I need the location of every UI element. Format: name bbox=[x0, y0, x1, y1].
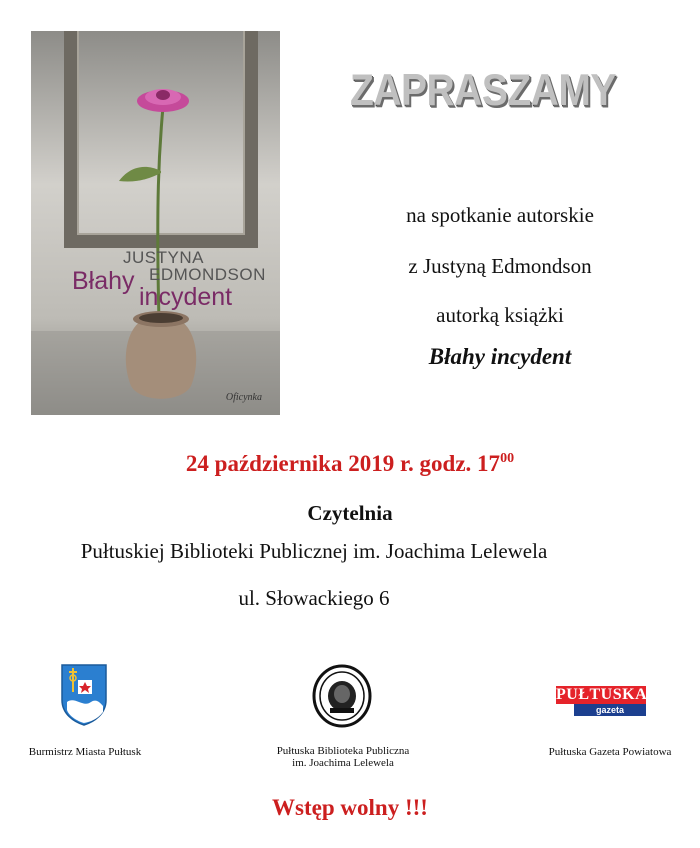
gazette-logo bbox=[556, 686, 648, 727]
cover-author-last-name: EDMONDSON bbox=[149, 265, 266, 284]
cover-title-word2: incydent bbox=[139, 283, 233, 311]
cover-publisher: Oficynka bbox=[225, 392, 262, 403]
venue-room: Czytelnia bbox=[307, 501, 393, 525]
event-date-text: 24 października 2019 r. godz. 17 bbox=[185, 451, 501, 476]
sponsor-library-caption-line2: im. Joachima Lelewela bbox=[292, 757, 394, 769]
sponsor-mayor-caption: Burmistrz Miasta Pułtusk bbox=[28, 746, 142, 758]
headline: ZAPRASZAMY bbox=[350, 66, 616, 116]
book-cover bbox=[31, 31, 280, 415]
event-time-superscript: 00 bbox=[500, 451, 515, 466]
gazette-logo-title: PUŁTUSKA bbox=[556, 686, 648, 703]
book-title: Błahy incydent bbox=[428, 344, 572, 369]
gazette-logo-subtitle: gazeta powiatowa bbox=[574, 704, 646, 716]
intro-line-meeting: na spotkanie autorskie bbox=[406, 203, 594, 227]
town-coat-of-arms-logo bbox=[59, 662, 109, 726]
sponsor-library-caption-line1: Pułtuska Biblioteka Publiczna bbox=[276, 745, 410, 757]
cover-title-word1: Błahy bbox=[72, 267, 135, 295]
library-seal-logo bbox=[312, 664, 372, 728]
venue-library: Pułtuskiej Biblioteki Publicznej im. Joachima Lelewela bbox=[80, 539, 548, 563]
venue-address: ul. Słowackiego 6 bbox=[238, 586, 390, 610]
free-entry-notice: Wstęp wolny !!! bbox=[272, 795, 428, 820]
sponsor-library-caption bbox=[240, 745, 446, 769]
cover-illustration bbox=[31, 31, 280, 415]
sponsor-gazette-caption: Pułtuska Gazeta Powiatowa bbox=[548, 746, 672, 758]
cover-author-first-name: JUSTYNA bbox=[123, 248, 204, 267]
intro-line-author: z Justyną Edmondson bbox=[408, 254, 592, 278]
event-date bbox=[0, 451, 700, 477]
intro-line-book: autorką książki bbox=[436, 303, 564, 327]
